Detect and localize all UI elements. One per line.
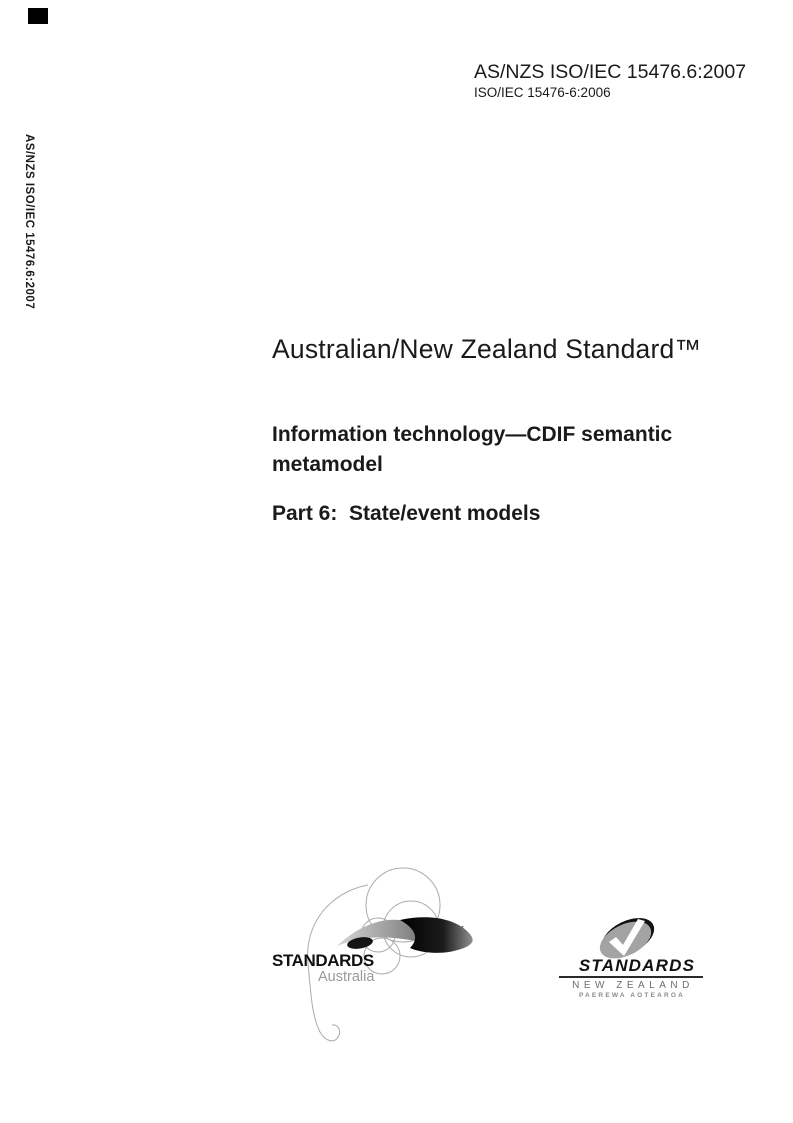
standards-new-zealand-logo: [557, 912, 717, 1004]
part-title: Part 6: State/event models: [272, 502, 541, 525]
standards-australia-region-label: Australia: [318, 969, 375, 985]
spine-designation: AS/NZS ISO/IEC 15476.6:2007: [23, 134, 35, 310]
standards-nz-region-label: NEW ZEALAND: [572, 980, 694, 991]
designation-primary: AS/NZS ISO/IEC 15476.6:2007: [474, 61, 747, 83]
standards-australia-wordmark: STANDARDS: [272, 951, 374, 970]
designation-block: [474, 60, 746, 101]
designation-secondary: ISO/IEC 15476-6:2006: [474, 85, 611, 100]
standards-nz-divider: [559, 976, 703, 978]
standards-nz-wordmark: STANDARDS: [578, 956, 696, 975]
standard-family-title: Australian/New Zealand Standard™: [272, 334, 702, 364]
standards-nz-maori-label: PAEREWA AOTEAROA: [578, 992, 686, 999]
corner-registration-mark: [28, 8, 48, 24]
document-title: Information technology—CDIF semantic metamodel: [272, 423, 673, 476]
